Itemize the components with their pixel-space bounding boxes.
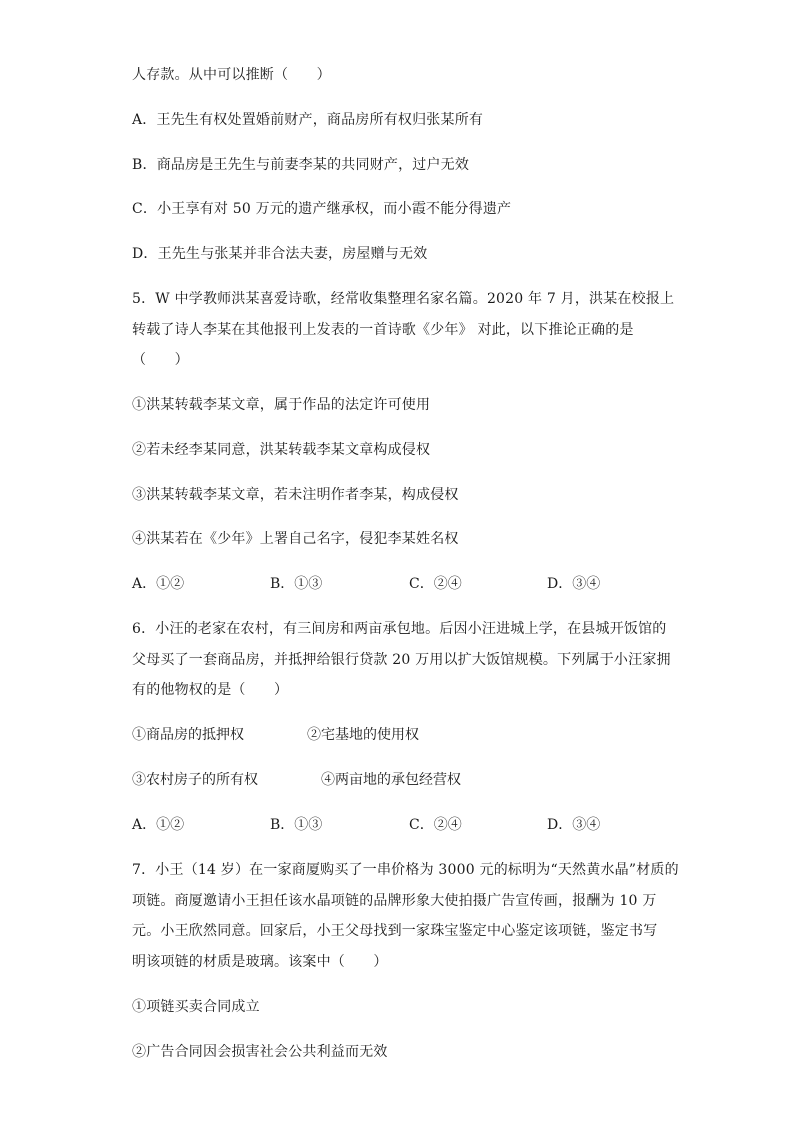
- q5-statement-3: ③洪某转载李某文章，若未注明作者李某，构成侵权: [132, 487, 459, 503]
- q4-option-b: B．商品房是王先生与前妻李某的共同财产，过户无效: [132, 157, 470, 173]
- q6-stem-line-2: 父母买了一套商品房，并抵押给银行贷款 20 万用以扩大饭馆规模。下列属于小汪家拥: [132, 652, 671, 668]
- q6-stem-line-3: 有的他物权的是（ ）: [132, 682, 289, 698]
- q7-stem-line-2: 项链。商厦邀请小王担任该水晶项链的品牌形象大使拍摄广告宣传画，报酬为 10 万: [132, 893, 657, 909]
- q4-stem-tail: 人存款。从中可以推断（ ）: [132, 67, 331, 83]
- q7-statement-2: ②广告合同因会损害社会公共利益而无效: [132, 1044, 388, 1060]
- q5-statement-2: ②若未经李某同意，洪某转载李某文章构成侵权: [132, 442, 431, 458]
- q6-stem-line-1: 6．小汪的老家在农村，有三间房和两亩承包地。后因小汪进城上学，在县城开饭馆的: [132, 621, 667, 637]
- q6-statement-2: ②宅基地的使用权: [307, 727, 419, 743]
- q7-stem-line-4: 明该项链的材质是玻璃。该案中（ ）: [132, 954, 388, 970]
- q4-option-a: A．王先生有权处置婚前财产，商品房所有权归张某所有: [132, 112, 484, 128]
- q5-stem-line-1: 5．W 中学教师洪某喜爱诗歌，经常收集整理名家名篇。2020 年 7 月，洪某在校报上: [132, 291, 675, 307]
- q6-choice-b: B．①③: [270, 817, 323, 833]
- q6-choice-c: C．②④: [409, 817, 462, 833]
- q4-option-d: D．王先生与张某并非合法夫妻，房屋赠与无效: [132, 246, 428, 262]
- q5-statement-1: ①洪某转载李某文章，属于作品的法定许可使用: [132, 397, 431, 413]
- q7-stem-line-1: 7．小王（14 岁）在一家商厦购买了一串价格为 3000 元的标明为“天然黄水晶”材质的: [132, 862, 679, 878]
- q6-statement-4: ④两亩地的承包经营权: [321, 772, 461, 788]
- q6-statement-1: ①商品房的抵押权: [132, 727, 244, 743]
- q5-stem-line-2: 转载了诗人李某在其他报刊上发表的一首诗歌《少年》 对此，以下推论正确的是: [132, 322, 634, 338]
- q6-statement-3: ③农村房子的所有权: [132, 772, 258, 788]
- q5-choice-c: C．②④: [409, 576, 462, 592]
- q7-stem-line-3: 元。小王欣然同意。回家后，小王父母找到一家珠宝鉴定中心鉴定该项链，鉴定书写: [132, 923, 658, 939]
- q4-option-c: C．小王享有对 50 万元的遗产继承权，而小霞不能分得遗产: [132, 201, 512, 217]
- q6-choice-d: D．③④: [547, 817, 601, 833]
- q6-choice-a: A．①②: [132, 817, 185, 833]
- q5-choice-b: B．①③: [270, 576, 323, 592]
- q5-stem-line-3: （ ）: [132, 352, 189, 368]
- q5-choice-a: A．①②: [132, 576, 185, 592]
- q5-choice-d: D．③④: [547, 576, 601, 592]
- q5-statement-4: ④洪某若在《少年》上署自己名字，侵犯李某姓名权: [132, 531, 459, 547]
- q7-statement-1: ①项链买卖合同成立: [132, 999, 260, 1015]
